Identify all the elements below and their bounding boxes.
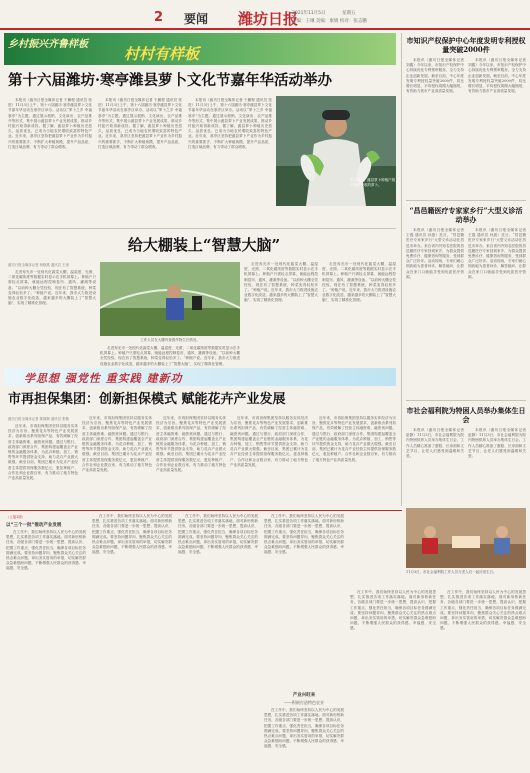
section-divider: [8, 228, 396, 229]
lead-body-col2: 本报讯（潍坊日报全媒体记者 于鹏程 通讯员 张进）11月3日上午，第十六届潍坊·寒亭潍县萝卜文化节嘉年华活动在寒亭区举办。活动以“萝卜之乡 幸福寒亭”为主题，通过展示展销、文化演出、农产品推介等形式，集中展示潍县萝卜产业发展成果，推动乡村振兴取得新成效。据了解，潍县萝卜种植历史悠久，品质优良，已成为当地农民增收致富的特色产业。近年来，寒亭区坚持把潍县萝卜产业作为乡村振兴的重要抓手，不断扩大种植规模，提升产品品质，打造区域品牌，有力带动了群众增收。: [98, 98, 182, 149]
greenhouse-photo-caption: 工作人员在大棚内查看作物生长情况。: [140, 338, 200, 342]
banner-left-text: 乡村振兴齐鲁样板: [8, 39, 88, 50]
issue-weekday: 星期五: [342, 11, 356, 16]
welfare-headline: 市社会福利院为特困人员举办集体生日会: [406, 406, 526, 424]
greenhouse-body-col2: 走进寿光市一处现代化蔬菜大棚，温湿度、光照、二氧化碳浓度等数据实时显示在手机屏幕上。种植户只需轻点屏幕，就能远程控制卷帘、通风、灌溉等设备。“以前种大棚全凭经验，现在有了智慧系统，种菜变得轻松多了。”种植户说。近年来，我市大力推进设施农业数字化改造，越来越多的大棚装上了“智慧大脑”，实现了精准化管理。: [244, 262, 318, 303]
lead-body-col1: 本报讯（潍坊日报全媒体记者 于鹏程 通讯员 张进）11月3日上午，第十六届潍坊·寒亭潍县萝卜文化节嘉年华活动在寒亭区举办。活动以“萝卜之乡 幸福寒亭”为主题，通过展示展销、文化演出、农产品推介等形式，集中展示潍县萝卜产业发展成果，推动乡村振兴取得新成效。据了解，潍县萝卜种植历史悠久，品质优良，已成为当地农民增收致富的特色产业。近年来，寒亭区坚持把潍县萝卜产业作为乡村振兴的重要抓手，不断扩大种植规模，提升产品品质，打造区域品牌，有力带动了群众增收。: [8, 98, 92, 149]
greenhouse-headline: 给大棚装上“智慧大脑”: [127, 236, 281, 254]
welfare-body-col2: 本报讯（潍坊日报全媒体记者 赵静）11月3日，市社会福利院为院内特困供养人员举办集体生日会。工作人员精心准备了蛋糕、长寿面和文艺节目，让老人们感受到温暖和关爱。: [468, 428, 526, 459]
section-title: 要闻: [184, 12, 209, 26]
bottom-col5: 在工作中，我们始终坚持以人民为中心的发展思想，扎实推进各项工作落实落地。面对新形势新任务，各级各部门要进一步统一思想、提高认识，把握工作重点，强化责任担当，确保各项目标任务圆满完成。要坚持问题导向，聚焦群众关心关注的热点难点问题，拿出务实管用的举措，切实解决群众急难愁盼问题，不断增强人民群众的获得感、幸福感、安全感。: [350, 590, 436, 631]
continuation-label: （上接1版）: [6, 515, 26, 519]
header-rule: [0, 28, 530, 30]
greenhouse-body-under-photo: 走进寿光市一处现代化蔬菜大棚，温湿度、光照、二氧化碳浓度等数据实时显示在手机屏幕上。种植户只需轻点屏幕，就能远程控制卷帘、通风、灌溉等设备。“以前种大棚全凭经验，现在有了智慧系统，种菜变得轻松多了。”种植户说。近年来，我市大力推进设施农业数字化改造，越来越多的大棚装上了“智慧大脑”，实现了精准化管理。: [100, 346, 240, 366]
lead-photo-caption: 11月3日，潍县萝卜种植户展示新鲜采收的萝卜。: [350, 178, 396, 187]
study-banner-text: 学思想 强党性 重实践 建新功: [24, 372, 183, 385]
group-body-col4: 近年来，市再担保集团坚持以服务实体经济为宗旨，聚焦花卉等特色产业发展需求，创新推出系列担保产品，有效缓解了经营主体融资难、融资贵问题。通过与银行、政府部门深度合作，集团构建起覆盖全产业链的金融服务体系，为花卉种植、加工、销售等环节提供资金支持，助力花卉产业做大做强。截至目前，集团已累计为花卉产业经营主体提供担保服务数亿元，惠及种植户、合作社和企业数百家，有力推动了地方特色产业高质量发展。: [230, 416, 308, 467]
welfare-photo-caption: 11月3日，市社会福利院工作人员与老人们一起庆祝生日。: [406, 570, 497, 574]
bottom-col6: 在工作中，我们始终坚持以人民为中心的发展思想，扎实推进各项工作落实落地。面对新形势新任务，各级各部门要进一步统一思想、提高认识，把握工作重点，强化责任担当，确保各项目标任务圆满完成。要坚持问题导向，聚焦群众关心关注的热点难点问题，拿出务实管用的举措，切实解决群众急难愁盼问题，不断增强人民群众的获得感、幸福感、安全感。: [440, 590, 526, 631]
newspaper-brand: 潍坊日报: [238, 10, 299, 28]
medical-headline: “昌邑籍医疗专家家乡行”大型义诊活动举办: [409, 206, 523, 224]
medical-body-col1: 本报讯（潍坊日报全媒体记者 王磊 通讯员 孙振）近日，“昌邑籍医疗专家家乡行”大型义诊活动在昌邑市举办。来自省内外知名医院的昌邑籍医疗专家回到家乡，为群众提供免费诊疗、健康咨询等服务，受到群众广泛好评。活动现场，专家们耐心细致地为患者问诊，解答疑问，让群众在家门口就能享受到优质医疗资源。: [406, 228, 464, 279]
bottom-col2: 在工作中，我们始终坚持以人民为中心的发展思想，扎实推进各项工作落实落地。面对新形势新任务，各级各部门要进一步统一思想、提高认识，把握工作重点，强化责任担当，确保各项目标任务圆满完成。要坚持问题导向，聚焦群众关心关注的热点难点问题，拿出务实管用的举措，切实解决群众急难愁盼问题，不断增强人民群众的获得感、幸福感、安全感。: [92, 514, 172, 555]
bottom-col4-subhead: 产业兴旺来: [292, 693, 316, 698]
right-divider-1: [406, 200, 526, 201]
lead-photo: [276, 96, 396, 206]
issue-date: 2021年11月5日: [292, 11, 326, 16]
welfare-body-col1: 本报讯（潍坊日报全媒体记者 赵静）11月3日，市社会福利院为院内特困供养人员举办集体生日会。工作人员精心准备了蛋糕、长寿面和文艺节目，让老人们感受到温暖和关爱。: [406, 428, 464, 459]
rural-revitalization-banner: [4, 33, 396, 65]
bottom-rule: [0, 510, 402, 511]
editors-line: 责编：王琳 美编：康婧 校对：张志鹏: [292, 19, 367, 24]
right-divider-2: [406, 400, 526, 401]
ip-body-col2: 本报讯（潍坊日报全媒体记者 刘鑫）今年以来，市知识产权保护中心持续优化专利预审服务，全力支持企业创新发展。截至目前，中心年度发明专利授权量突破2000件，同比增长明显，平均授权周期大幅缩短，有效助力我市产业高质量发展。: [468, 58, 526, 94]
bottom-col1: 在工作中，我们始终坚持以人民为中心的发展思想，扎实推进各项工作落实落地。面对新形势新任务，各级各部门要进一步统一思想、提高认识，把握工作重点，强化责任担当，确保各项目标任务圆满完成。要坚持问题导向，聚焦群众关心关注的热点难点问题，拿出务实管用的举措，切实解决群众急难愁盼问题，不断增强人民群众的获得感、幸福感、安全感。: [6, 530, 86, 571]
group-byline: 潍坊日报全媒体记者 陈静静 通讯员 张敬: [8, 417, 69, 421]
ip-headline: 市知识产权保护中心年度发明专利授权量突破2000件: [406, 36, 526, 54]
continuation-subhead: 以“三个一批”推动产业发展: [6, 523, 62, 528]
banner-right-text: 村村有样板: [124, 45, 200, 63]
bottom-col4-subhead2: ——积极打造特色农业: [284, 700, 324, 705]
column-divider: [401, 33, 402, 506]
welfare-image: [406, 508, 526, 568]
greenhouse-photo: [100, 262, 240, 336]
greenhouse-byline: 潍坊日报全媒体记者 杨晓燕 通讯员 王涛: [8, 263, 69, 267]
greenhouse-body-col1: 走进寿光市一处现代化蔬菜大棚，温湿度、光照、二氧化碳浓度等数据实时显示在手机屏幕上。种植户只需轻点屏幕，就能远程控制卷帘、通风、灌溉等设备。“以前种大棚全凭经验，现在有了智慧系统，种菜变得轻松多了。”种植户说。近年来，我市大力推进设施农业数字化改造，越来越多的大棚装上了“智慧大脑”，实现了精准化管理。: [8, 270, 96, 306]
welfare-photo: [406, 508, 526, 568]
lead-headline: 第十六届潍坊·寒亭潍县萝卜文化节嘉年华活动举办: [8, 72, 333, 89]
study-banner: [4, 368, 396, 386]
bottom-col4-bottom: 在工作中，我们始终坚持以人民为中心的发展思想，扎实推进各项工作落实落地。面对新形势新任务，各级各部门要进一步统一思想、提高认识，把握工作重点，强化责任担当，确保各项目标任务圆满完成。要坚持问题导向，聚焦群众关心关注的热点难点问题，拿出务实管用的举措，切实解决群众急难愁盼问题，不断增强人民群众的获得感、幸福感、安全感。: [264, 708, 344, 749]
greenhouse-image: [100, 262, 240, 336]
medical-body-col2: 本报讯（潍坊日报全媒体记者 王磊 通讯员 孙振）近日，“昌邑籍医疗专家家乡行”大型义诊活动在昌邑市举办。来自省内外知名医院的昌邑籍医疗专家回到家乡，为群众提供免费诊疗、健康咨询等服务，受到群众广泛好评。活动现场，专家们耐心细致地为患者问诊，解答疑问，让群众在家门口就能享受到优质医疗资源。: [468, 228, 526, 279]
lead-body-col3: 本报讯（潍坊日报全媒体记者 于鹏程 通讯员 张进）11月3日上午，第十六届潍坊·寒亭潍县萝卜文化节嘉年华活动在寒亭区举办。活动以“萝卜之乡 幸福寒亭”为主题，通过展示展销、文化演出、农产品推介等形式，集中展示潍县萝卜产业发展成果，推动乡村振兴取得新成效。据了解，潍县萝卜种植历史悠久，品质优良，已成为当地农民增收致富的特色产业。近年来，寒亭区坚持把潍县萝卜产业作为乡村振兴的重要抓手，不断扩大种植规模，提升产品品质，打造区域品牌，有力带动了群众增收。: [188, 98, 272, 149]
group-body-col1: 近年来，市再担保集团坚持以服务实体经济为宗旨，聚焦花卉等特色产业发展需求，创新推出系列担保产品，有效缓解了经营主体融资难、融资贵问题。通过与银行、政府部门深度合作，集团构建起覆盖全产业链的金融服务体系，为花卉种植、加工、销售等环节提供资金支持，助力花卉产业做大做强。截至目前，集团已累计为花卉产业经营主体提供担保服务数亿元，惠及种植户、合作社和企业数百家，有力推动了地方特色产业高质量发展。: [8, 424, 78, 481]
greenhouse-body-col3: 走进寿光市一处现代化蔬菜大棚，温湿度、光照、二氧化碳浓度等数据实时显示在手机屏幕上。种植户只需轻点屏幕，就能远程控制卷帘、通风、灌溉等设备。“以前种大棚全凭经验，现在有了智慧系统，种菜变得轻松多了。”种植户说。近年来，我市大力推进设施农业数字化改造，越来越多的大棚装上了“智慧大脑”，实现了精准化管理。: [322, 262, 396, 303]
page-number: 2: [154, 10, 164, 25]
group-body-col5: 近年来，市再担保集团坚持以服务实体经济为宗旨，聚焦花卉等特色产业发展需求，创新推出系列担保产品，有效缓解了经营主体融资难、融资贵问题。通过与银行、政府部门深度合作，集团构建起覆盖全产业链的金融服务体系，为花卉种植、加工、销售等环节提供资金支持，助力花卉产业做大做强。截至目前，集团已累计为花卉产业经营主体提供担保服务数亿元，惠及种植户、合作社和企业数百家，有力推动了地方特色产业高质量发展。: [312, 416, 396, 462]
group-headline: 市再担保集团：创新担保模式 赋能花卉产业发展: [8, 392, 286, 407]
group-body-col2: 近年来，市再担保集团坚持以服务实体经济为宗旨，聚焦花卉等特色产业发展需求，创新推出系列担保产品，有效缓解了经营主体融资难、融资贵问题。通过与银行、政府部门深度合作，集团构建起覆盖全产业链的金融服务体系，为花卉种植、加工、销售等环节提供资金支持，助力花卉产业做大做强。截至目前，集团已累计为花卉产业经营主体提供担保服务数亿元，惠及种植户、合作社和企业数百家，有力推动了地方特色产业高质量发展。: [82, 416, 152, 473]
farmer-with-radish-image: [276, 96, 396, 206]
ip-body-col1: 本报讯（潍坊日报全媒体记者 刘鑫）今年以来，市知识产权保护中心持续优化专利预审服务，全力支持企业创新发展。截至目前，中心年度发明专利授权量突破2000件，同比增长明显，平均授权周期大幅缩短，有效助力我市产业高质量发展。: [406, 58, 464, 94]
group-body-col3: 近年来，市再担保集团坚持以服务实体经济为宗旨，聚焦花卉等特色产业发展需求，创新推出系列担保产品，有效缓解了经营主体融资难、融资贵问题。通过与银行、政府部门深度合作，集团构建起覆盖全产业链的金融服务体系，为花卉种植、加工、销售等环节提供资金支持，助力花卉产业做大做强。截至目前，集团已累计为花卉产业经营主体提供担保服务数亿元，惠及种植户、合作社和企业数百家，有力推动了地方特色产业高质量发展。: [156, 416, 226, 473]
bottom-col3: 在工作中，我们始终坚持以人民为中心的发展思想，扎实推进各项工作落实落地。面对新形势新任务，各级各部门要进一步统一思想、提高认识，把握工作重点，强化责任担当，确保各项目标任务圆满完成。要坚持问题导向，聚焦群众关心关注的热点难点问题，拿出务实管用的举措，切实解决群众急难愁盼问题，不断增强人民群众的获得感、幸福感、安全感。: [178, 514, 258, 555]
bottom-col4-top: 在工作中，我们始终坚持以人民为中心的发展思想，扎实推进各项工作落实落地。面对新形势新任务，各级各部门要进一步统一思想、提高认识，把握工作重点，强化责任担当，确保各项目标任务圆满完成。要坚持问题导向，聚焦群众关心关注的热点难点问题，拿出务实管用的举措，切实解决群众急难愁盼问题，不断增强人民群众的获得感、幸福感、安全感。: [264, 514, 344, 555]
